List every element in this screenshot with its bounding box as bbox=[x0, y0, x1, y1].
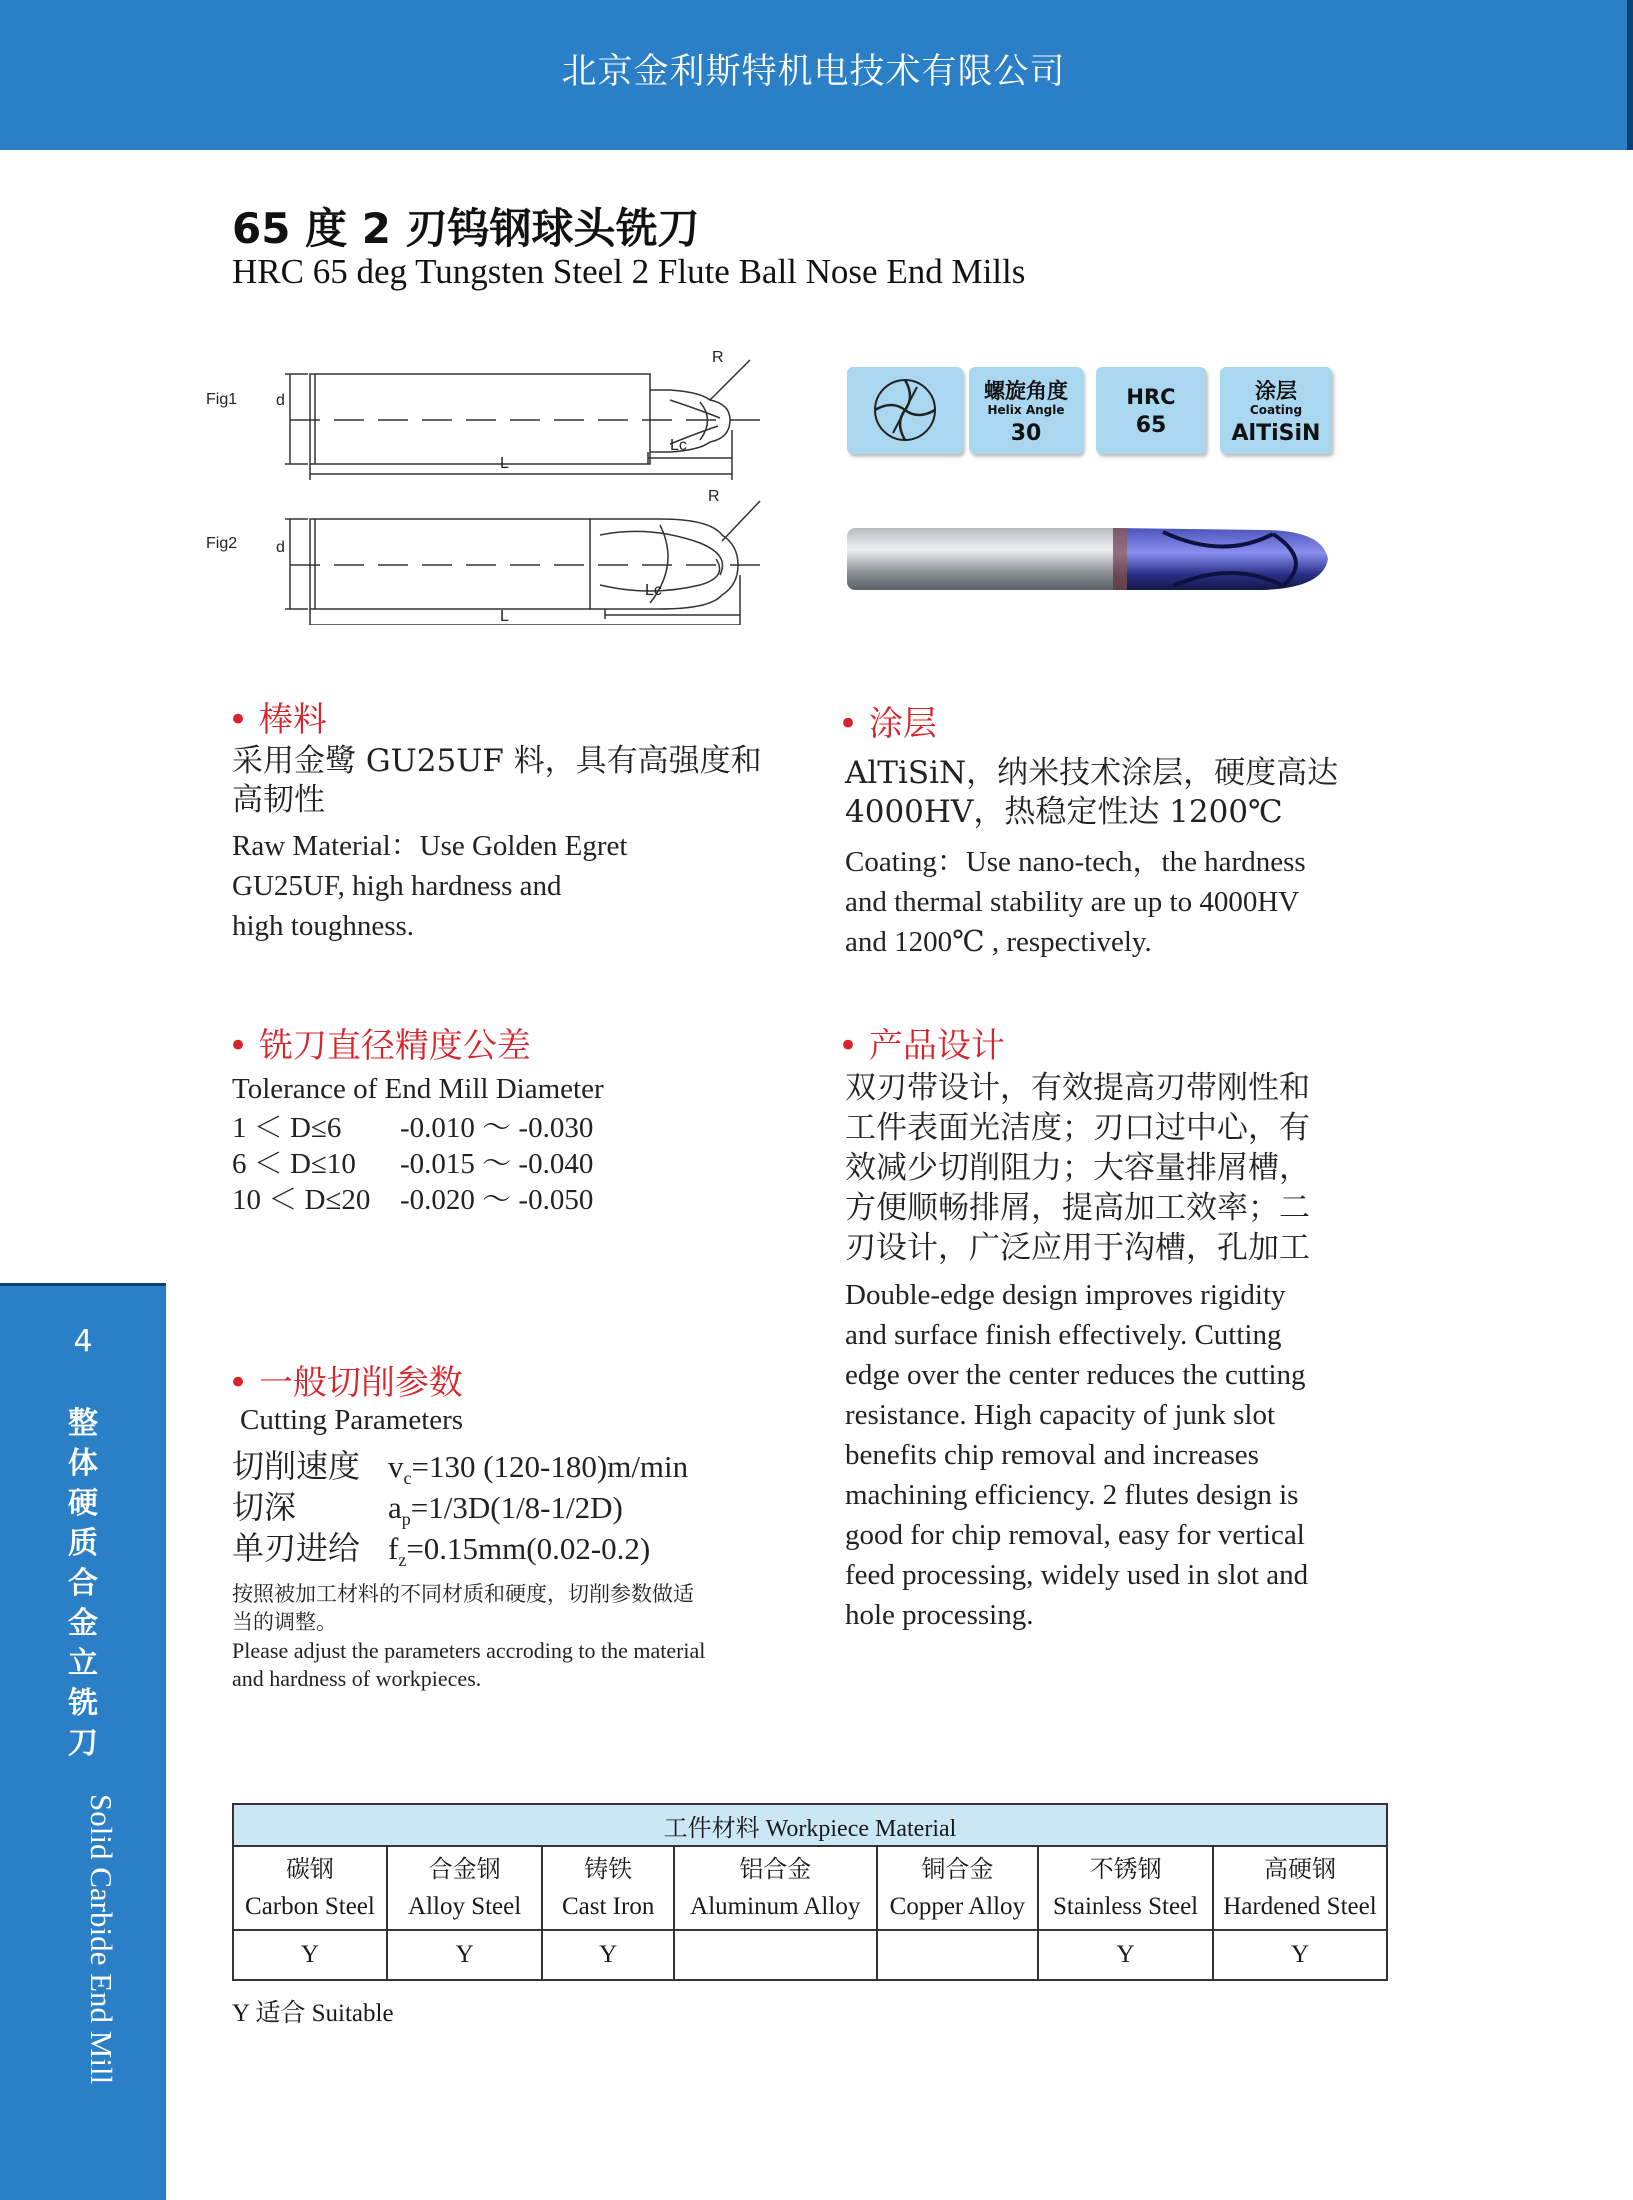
tolerance-row bbox=[232, 1146, 593, 1182]
raw-material-en bbox=[232, 826, 627, 946]
raw-material-cn-line: 采用金鹭 GU25UF 料，具有高强度和 bbox=[232, 743, 762, 779]
spec-helix-angle bbox=[969, 367, 1083, 454]
spec-hrc bbox=[1096, 367, 1206, 454]
coating-en-line: and 1200℃ , respectively. bbox=[845, 926, 1152, 958]
workpiece-values-row bbox=[233, 1930, 1387, 1980]
raw-material-en-line: GU25UF, high hardness and bbox=[232, 870, 562, 902]
design-en-line: edge over the center reduces the cutting bbox=[845, 1359, 1306, 1391]
coating-cn bbox=[845, 754, 1338, 832]
cutting-row bbox=[232, 1529, 688, 1570]
fig1-Lc-label: Lc bbox=[670, 437, 687, 454]
workpiece-column-name bbox=[1213, 1846, 1387, 1930]
workpiece-suitability: Y bbox=[1213, 1930, 1387, 1980]
cutting-note-cn-line: 按照被加工材料的不同材质和硬度，切削参数做适 bbox=[232, 1582, 694, 1606]
workpiece-name-cn: 不锈钢 bbox=[1089, 1855, 1162, 1883]
workpiece-table bbox=[232, 1803, 1388, 1981]
design-heading: • 产品设计 bbox=[838, 1026, 1005, 1066]
workpiece-column-name bbox=[674, 1846, 877, 1930]
workpiece-name-cn: 碳钢 bbox=[285, 1855, 334, 1883]
spec-coating bbox=[1220, 367, 1332, 454]
tolerance-value: -0.020 ～ -0.050 bbox=[400, 1184, 594, 1216]
workpiece-column-name bbox=[542, 1846, 674, 1930]
workpiece-name-en: Hardened Steel bbox=[1223, 1893, 1377, 1920]
cutting-symbol: f bbox=[388, 1531, 399, 1566]
cutting-note-cn bbox=[232, 1580, 694, 1636]
spec-helix-label-en: Helix Angle bbox=[987, 403, 1065, 417]
cutting-params bbox=[232, 1447, 688, 1570]
design-en-line: benefits chip removal and increases bbox=[845, 1439, 1259, 1471]
cutting-label: 单刃进给 bbox=[232, 1529, 361, 1567]
company-name: 北京金利斯特机电技术有限公司 bbox=[561, 52, 1066, 92]
cutting-label: 切深 bbox=[232, 1488, 297, 1526]
fig1-d-label: d bbox=[276, 392, 285, 409]
cutting-row bbox=[232, 1447, 688, 1488]
product-title-en: HRC 65 deg Tungsten Steel 2 Flute Ball Nose End Mills bbox=[232, 252, 1026, 291]
header-bar bbox=[0, 0, 1633, 150]
cutting-subscript: p bbox=[401, 1509, 411, 1530]
workpiece-legend: Y 适合 Suitable bbox=[232, 2000, 394, 2027]
cutting-value: =130 (120-180)m/min bbox=[411, 1449, 689, 1484]
cutting-note-cn-line: 当的调整。 bbox=[232, 1610, 337, 1634]
coating-en-line: and thermal stability are up to 4000HV bbox=[845, 886, 1300, 918]
design-cn-line: 双刃带设计，有效提高刃带刚性和 bbox=[845, 1070, 1310, 1106]
cutting-subtitle: Cutting Parameters bbox=[240, 1404, 464, 1436]
fig2-d-label: d bbox=[276, 539, 285, 556]
tolerance-range: 10 ＜ D≤20 bbox=[232, 1184, 371, 1216]
product-title-cn: 65 度 2 刃钨钢球头铣刀 bbox=[232, 204, 700, 253]
spec-coating-label-cn: 涂层 bbox=[1255, 379, 1297, 403]
design-en-line: and surface finish effectively. Cutting bbox=[845, 1319, 1282, 1351]
sidebar-title-en: Solid Carbide End Mill bbox=[84, 1794, 119, 2085]
spec-coating-label-en: Coating bbox=[1249, 403, 1303, 417]
design-en-line: feed processing, widely used in slot and bbox=[845, 1559, 1309, 1591]
workpiece-suitability bbox=[674, 1930, 877, 1980]
fig2-label: Fig2 bbox=[206, 535, 238, 552]
raw-material-cn-line: 高韧性 bbox=[232, 782, 325, 818]
spec-hrc-value: 65 bbox=[1135, 413, 1167, 438]
design-en-line: Double-edge design improves rigidity bbox=[845, 1279, 1286, 1311]
cutting-row bbox=[232, 1488, 688, 1529]
design-cn-line: 效减少切削阻力；大容量排屑槽， bbox=[845, 1150, 1310, 1186]
workpiece-column-name bbox=[1038, 1846, 1213, 1930]
fig1-R-label: R bbox=[712, 349, 724, 366]
workpiece-name-en: Aluminum Alloy bbox=[690, 1893, 861, 1920]
workpiece-name-en: Carbon Steel bbox=[245, 1893, 375, 1920]
workpiece-suitability bbox=[877, 1930, 1039, 1980]
workpiece-name-en: Alloy Steel bbox=[408, 1893, 522, 1920]
tolerance-heading: • 铣刀直径精度公差 bbox=[228, 1026, 531, 1066]
workpiece-name-cn: 铜合金 bbox=[921, 1855, 994, 1883]
cross-section-icon bbox=[847, 367, 963, 454]
flute-section-icon bbox=[847, 367, 963, 454]
coating-heading: • 涂层 bbox=[838, 704, 937, 744]
workpiece-name-cn: 铸铁 bbox=[584, 1855, 633, 1883]
fig1-label: Fig1 bbox=[206, 391, 238, 408]
fig1-L-label: L bbox=[500, 455, 509, 472]
coating-cn-line: 4000HV，热稳定性达 1200℃ bbox=[845, 794, 1283, 830]
cutting-symbol: a bbox=[388, 1490, 402, 1525]
workpiece-column-name bbox=[877, 1846, 1039, 1930]
cutting-value: =1/3D(1/8-1/2D) bbox=[410, 1490, 623, 1525]
sidebar-title-cn-text: 整体硬质合金立铣刀 bbox=[68, 1406, 98, 1761]
spec-coating-value: AlTiSiN bbox=[1231, 421, 1321, 446]
spec-helix-value: 30 bbox=[1010, 421, 1042, 446]
workpiece-name-en: Copper Alloy bbox=[889, 1893, 1026, 1920]
raw-material-en-line: high toughness. bbox=[232, 910, 415, 942]
design-en-line: machining efficiency. 2 flutes design is bbox=[845, 1479, 1299, 1511]
design-en-line: resistance. High capacity of junk slot bbox=[845, 1399, 1276, 1431]
sidebar bbox=[0, 1283, 166, 2200]
design-cn-line: 刃设计，广泛应用于沟槽，孔加工 bbox=[845, 1230, 1310, 1266]
coating-en-line: Coating：Use nano-tech，the hardness bbox=[845, 846, 1306, 878]
cutting-label: 切削速度 bbox=[232, 1447, 361, 1485]
spec-hrc-label: HRC bbox=[1126, 385, 1176, 409]
design-cn-line: 方便顺畅排屑，提高加工效率；二 bbox=[845, 1190, 1310, 1226]
tolerance-row bbox=[232, 1182, 593, 1218]
cutting-note-en-line: and hardness of workpieces. bbox=[232, 1666, 482, 1691]
raw-material-en-line: Raw Material：Use Golden Egret bbox=[232, 830, 628, 862]
workpiece-suitability: Y bbox=[233, 1930, 387, 1980]
workpiece-suitability: Y bbox=[387, 1930, 542, 1980]
fig2-drawing bbox=[260, 485, 780, 625]
cutting-subscript: c bbox=[403, 1468, 412, 1489]
tolerance-table bbox=[232, 1110, 593, 1218]
workpiece-name-en: Cast Iron bbox=[561, 1893, 655, 1920]
workpiece-column-name bbox=[233, 1846, 387, 1930]
coating-en bbox=[845, 842, 1306, 962]
workpiece-name-cn: 合金钢 bbox=[428, 1855, 501, 1883]
cutting-heading: • 一般切削参数 bbox=[228, 1363, 463, 1403]
workpiece-name-cn: 铝合金 bbox=[739, 1855, 812, 1883]
fig2-L-label: L bbox=[500, 608, 509, 625]
cutting-note-en bbox=[232, 1637, 705, 1693]
fig2-R-label: R bbox=[708, 488, 720, 505]
fig1-drawing bbox=[260, 340, 780, 480]
sidebar-title-cn bbox=[0, 1404, 166, 1764]
workpiece-header-row bbox=[233, 1804, 1387, 1846]
tolerance-value: -0.010 ～ -0.030 bbox=[400, 1112, 594, 1144]
end-mill-photo bbox=[843, 520, 1343, 600]
cutting-note-en-line: Please adjust the parameters accroding to the material bbox=[232, 1638, 706, 1663]
cutting-subscript: z bbox=[398, 1550, 407, 1571]
cutting-symbol: v bbox=[388, 1449, 404, 1484]
design-cn-line: 工件表面光洁度；刃口过中心，有 bbox=[845, 1110, 1310, 1146]
tolerance-row bbox=[232, 1110, 593, 1146]
design-en bbox=[845, 1275, 1308, 1635]
raw-material-heading: • 棒料 bbox=[228, 700, 327, 740]
tolerance-range: 6 ＜ D≤10 bbox=[232, 1148, 356, 1180]
coating-cn-line: AlTiSiN，纳米技术涂层，硬度高达 bbox=[845, 755, 1339, 791]
workpiece-title: 工件材料 Workpiece Material bbox=[233, 1804, 1387, 1846]
raw-material-cn bbox=[232, 742, 762, 820]
tolerance-range: 1 ＜ D≤6 bbox=[232, 1112, 342, 1144]
workpiece-name-cn: 高硬钢 bbox=[1263, 1855, 1336, 1883]
page-number: 4 bbox=[73, 1324, 93, 1359]
workpiece-name-en: Stainless Steel bbox=[1053, 1893, 1199, 1920]
tolerance-subtitle: Tolerance of End Mill Diameter bbox=[232, 1073, 604, 1105]
design-en-line: good for chip removal, easy for vertical bbox=[845, 1519, 1305, 1551]
workpiece-suitability: Y bbox=[542, 1930, 674, 1980]
workpiece-suitability: Y bbox=[1038, 1930, 1213, 1980]
design-cn bbox=[845, 1068, 1310, 1268]
workpiece-names-row bbox=[233, 1846, 1387, 1930]
tolerance-value: -0.015 ～ -0.040 bbox=[400, 1148, 594, 1180]
fig2-Lc-label: Lc bbox=[645, 582, 662, 599]
workpiece-column-name bbox=[387, 1846, 542, 1930]
design-en-line: hole processing. bbox=[845, 1599, 1034, 1631]
spec-helix-label-cn: 螺旋角度 bbox=[984, 379, 1068, 403]
cutting-value: =0.15mm(0.02-0.2) bbox=[406, 1531, 651, 1566]
